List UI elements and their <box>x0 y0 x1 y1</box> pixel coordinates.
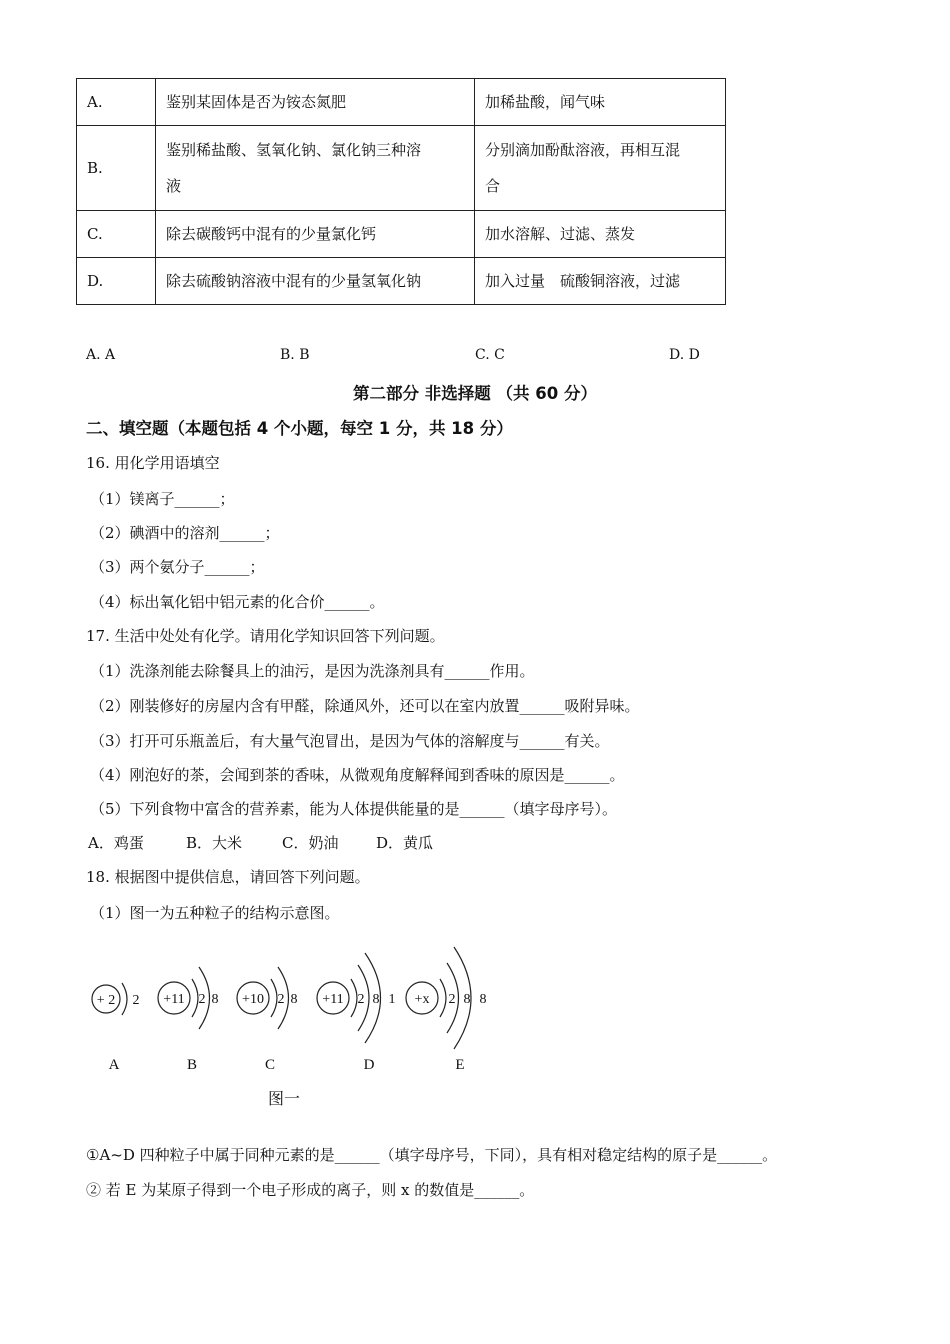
particle-d-nucleus: +11 <box>322 992 344 1007</box>
particle-c-nucleus: +10 <box>242 992 264 1007</box>
answer-d[interactable]: D. D <box>669 347 700 363</box>
q18-stem: 18. 根据图中提供信息，请回答下列问题。 <box>86 868 370 886</box>
particle-c-shell-1 <box>271 979 277 1017</box>
row-b-label: B. <box>77 126 156 211</box>
particle-a-shell-1 <box>122 983 127 1015</box>
particle-a-label: A <box>108 1057 120 1073</box>
particle-b-electrons-1: 2 <box>198 992 206 1007</box>
q16-item-3: （3）两个氨分子______； <box>90 558 265 576</box>
particle-e-electrons-3: 8 <box>479 992 487 1007</box>
q17-item-2: （2）刚装修好的房屋内含有甲醛，除通风外，还可以在室内放置______吸附异味。 <box>90 697 640 715</box>
particle-e-electrons-1: 2 <box>448 992 456 1007</box>
row-b-item-line1: 鉴别稀盐酸、氢氧化钠、氯化钠三种溶 <box>166 141 422 159</box>
answer-b[interactable]: B. B <box>280 347 310 363</box>
row-b-method <box>475 126 726 211</box>
q16-item-1: （1）镁离子______； <box>90 490 235 508</box>
answer-c[interactable]: C. C <box>475 347 505 363</box>
q16-item-4: （4）标出氧化铝中铝元素的化合价______。 <box>90 593 385 611</box>
particle-e-label: E <box>455 1057 465 1073</box>
q17-item-1: （1）洗涤剂能去除餐具上的油污，是因为洗涤剂具有______作用。 <box>90 662 535 680</box>
row-c-method: 加水溶解、过滤、蒸发 <box>475 211 726 258</box>
row-a-item: 鉴别某固体是否为铵态氮肥 <box>156 79 475 126</box>
q17-item-3: （3）打开可乐瓶盖后，有大量气泡冒出，是因为气体的溶解度与______有关。 <box>90 732 610 750</box>
q17-choice-b: B．大米 <box>186 834 243 852</box>
q18-question-2: ② 若 E 为某原子得到一个电子形成的离子，则 x 的数值是______。 <box>86 1181 535 1199</box>
particle-c-electrons-1: 2 <box>277 992 285 1007</box>
particle-d-electrons-2: 8 <box>372 992 380 1007</box>
particle-a-electrons-1: 2 <box>132 993 140 1008</box>
q16-item-2: （2）碘酒中的溶剂______； <box>90 524 280 542</box>
answer-a[interactable]: A. A <box>86 347 116 363</box>
row-b-method-line2: 合 <box>485 177 501 195</box>
row-b-item <box>156 126 475 211</box>
q18-sub1: （1）图一为五种粒子的结构示意图。 <box>90 904 340 922</box>
figure-caption: 图一 <box>268 1089 301 1108</box>
q17-choice-a: A．鸡蛋 <box>88 834 144 852</box>
q18-question-1: ①A~D 四种粒子中属于同种元素的是______（填字母序号，下同），具有相对稳定结构的原子是______。 <box>86 1146 778 1164</box>
particle-c-electrons-2: 8 <box>290 992 298 1007</box>
row-a-label: A. <box>77 79 156 126</box>
section2-title: 二、填空题（本题包括 4 个小题，每空 1 分，共 18 分） <box>86 419 513 438</box>
particle-d-shell-1 <box>351 979 357 1017</box>
row-c-item: 除去碳酸钙中混有的少量氯化钙 <box>156 211 475 258</box>
particle-d-label: D <box>363 1057 375 1073</box>
part2-title: 第二部分 非选择题 （共 60 分） <box>353 384 597 403</box>
options-table <box>76 78 726 305</box>
q17-item-4: （4）刚泡好的茶，会闻到茶的香味，从微观角度解释闻到香味的原因是______。 <box>90 766 625 784</box>
particle-d-electrons-1: 2 <box>357 992 365 1007</box>
row-a-method: 加稀盐酸，闻气味 <box>475 79 726 126</box>
row-d-label: D. <box>77 258 156 305</box>
q17-choice-c: C．奶油 <box>282 834 339 852</box>
particle-e-nucleus: +x <box>414 992 430 1007</box>
q16-stem: 16. 用化学用语填空 <box>86 454 220 472</box>
row-b-method-line1: 分别滴加酚酞溶液，再相互混 <box>485 141 681 159</box>
row-d-method: 加入过量 硫酸铜溶液，过滤 <box>475 258 726 305</box>
particle-b-nucleus: +11 <box>163 992 185 1007</box>
row-d-item: 除去硫酸钠溶液中混有的少量氢氧化钠 <box>156 258 475 305</box>
particle-a-nucleus: + 2 <box>96 993 116 1008</box>
atomic-structure-figure <box>80 935 510 1085</box>
q17-item-5: （5）下列食物中富含的营养素，能为人体提供能量的是______（填字母序号）。 <box>90 800 618 818</box>
row-c-label: C. <box>77 211 156 258</box>
row-b-item-line2: 液 <box>166 177 182 195</box>
q17-stem: 17. 生活中处处有化学。请用化学知识回答下列问题。 <box>86 627 445 645</box>
particle-d-electrons-3: 1 <box>388 992 396 1007</box>
particle-c-label: C <box>264 1057 276 1073</box>
particle-b-electrons-2: 8 <box>211 992 219 1007</box>
q17-choice-d: D．黄瓜 <box>376 834 434 852</box>
particle-b-shell-1 <box>192 979 198 1017</box>
particle-e-shell-1 <box>440 979 446 1017</box>
particle-e-electrons-2: 8 <box>463 992 471 1007</box>
particle-b-label: B <box>186 1057 198 1073</box>
